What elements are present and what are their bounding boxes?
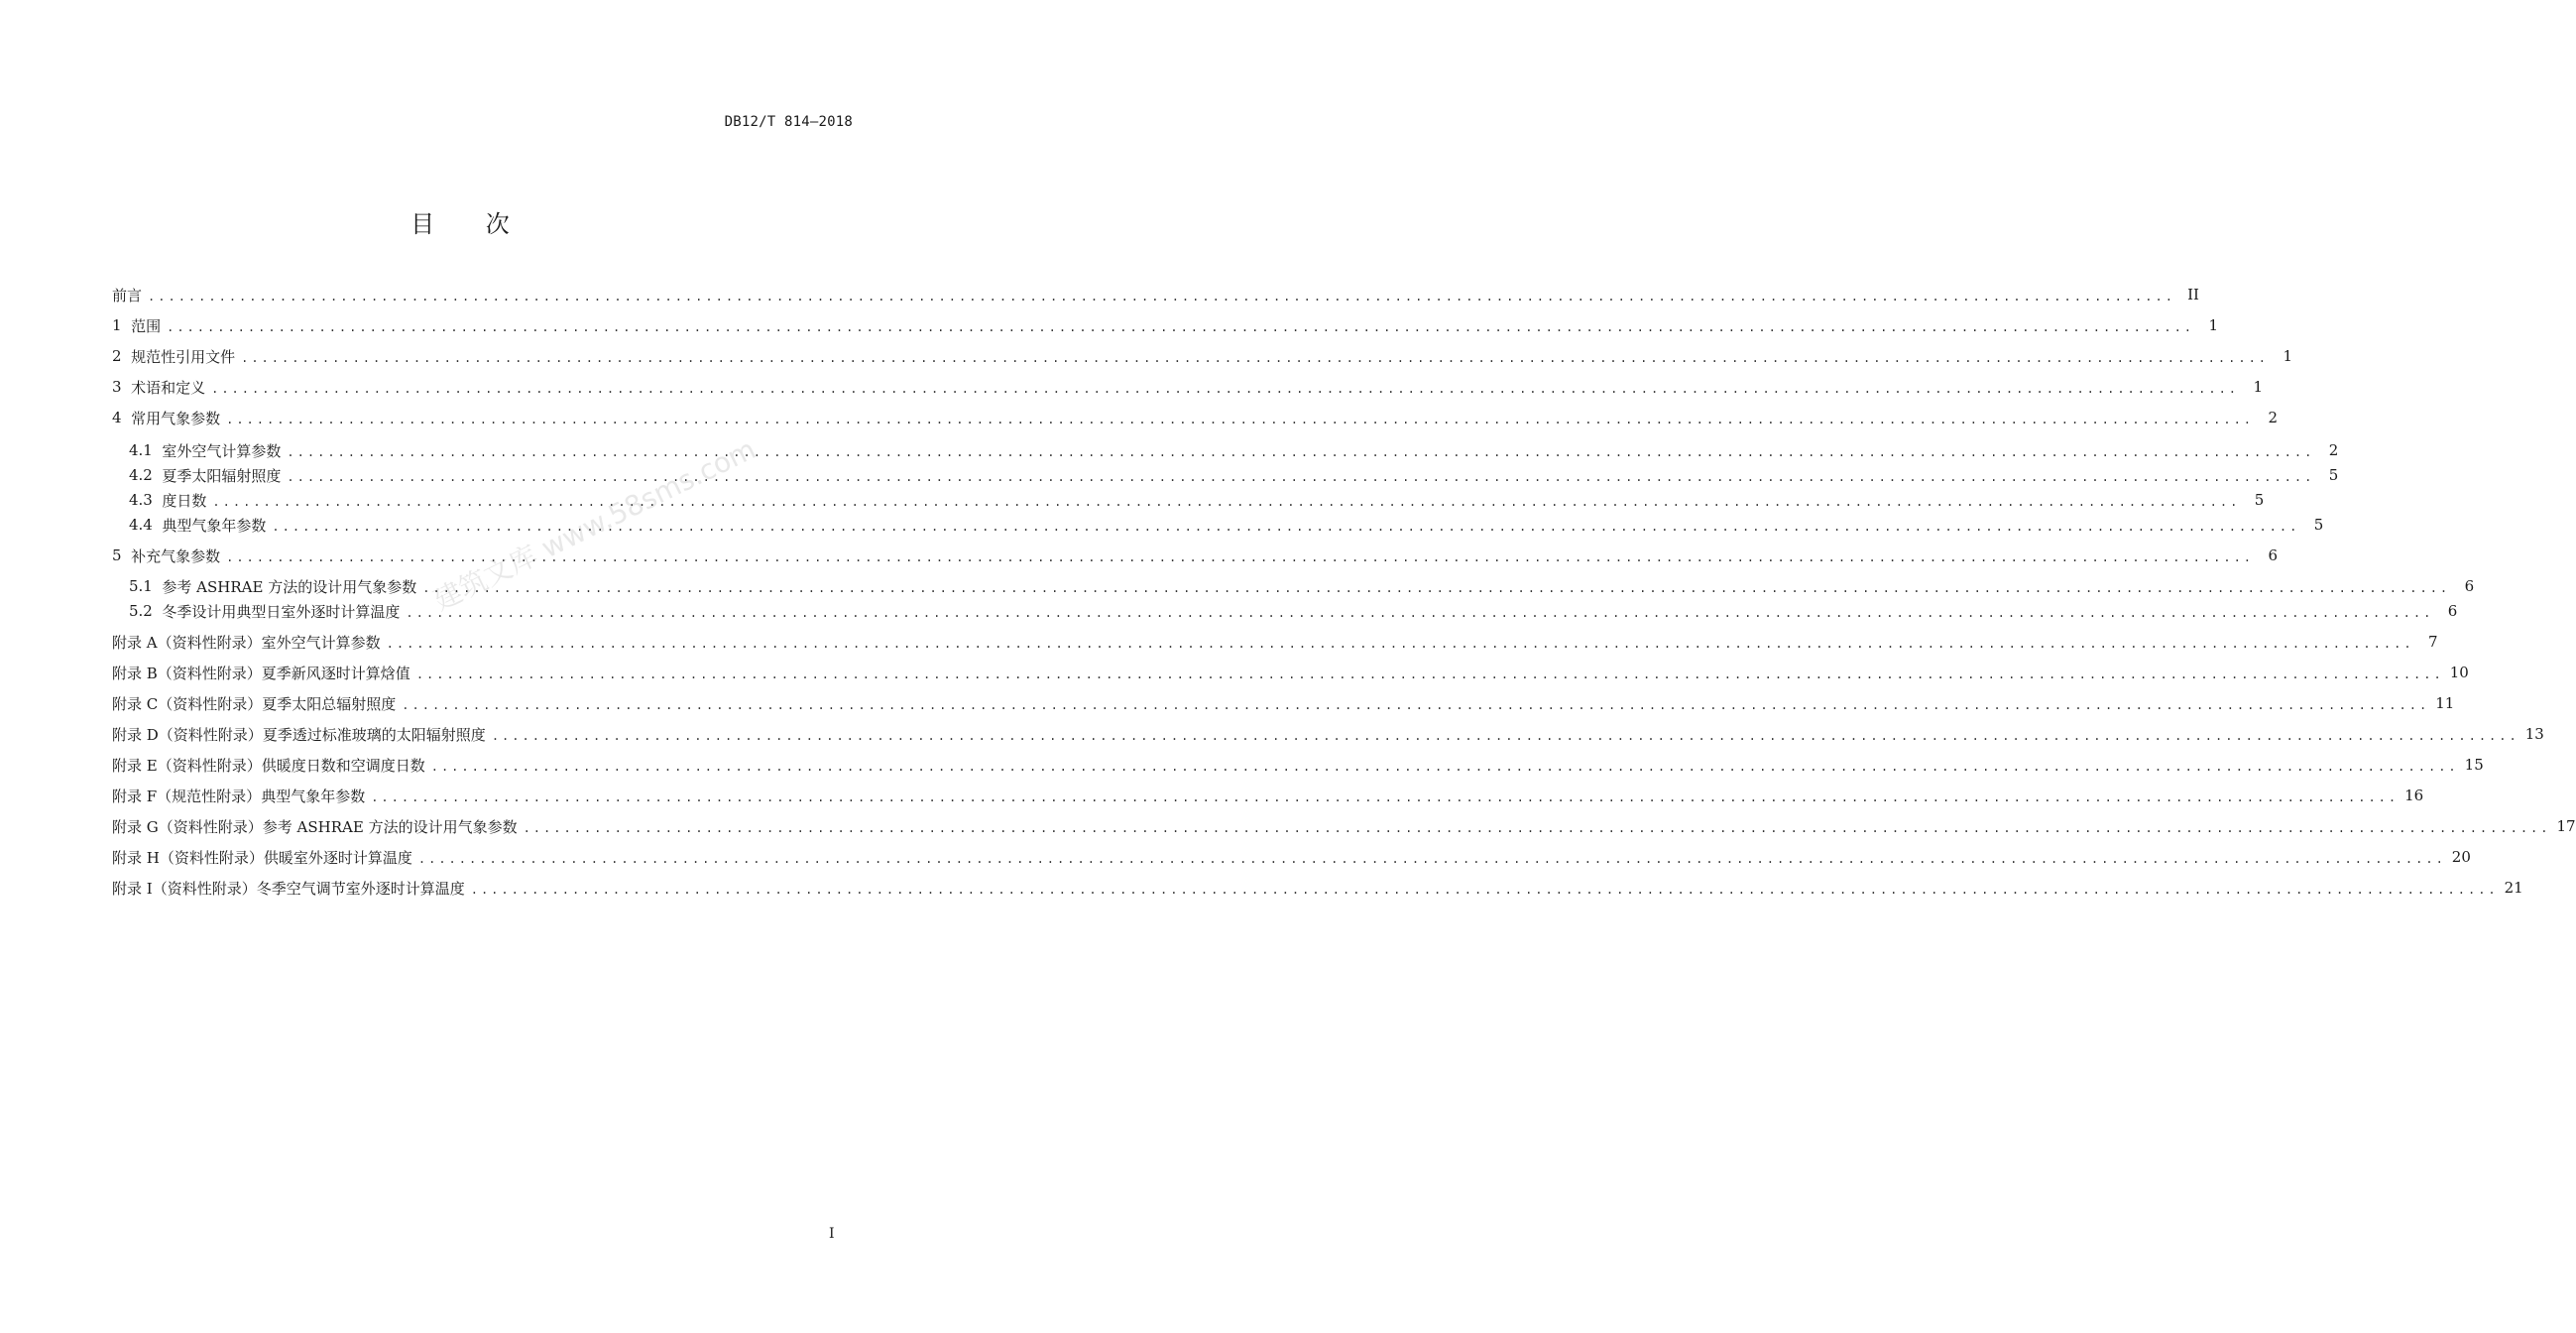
- toc-entry-number: 附录 C（资料性附录）: [112, 694, 263, 713]
- toc-entry-page: 13: [2524, 725, 2544, 743]
- toc-leader-dots: ........................................................................................................................................................................................................: [415, 667, 2444, 681]
- page-title: 目 次: [410, 210, 531, 238]
- toc-entry[interactable]: [112, 813, 2576, 839]
- toc-leader-dots: ........................................................................................................................................................................................................: [422, 581, 2451, 595]
- toc-entry[interactable]: [112, 660, 2469, 685]
- toc-entry-label: 补充气象参数: [131, 546, 221, 565]
- toc-entry-page: 2: [2328, 441, 2339, 459]
- toc-leader-dots: ........................................................................................................................................................................................................: [523, 821, 2551, 835]
- toc-entry[interactable]: [112, 343, 2293, 369]
- toc-entry-number: 4.4: [129, 516, 163, 534]
- toc-entry-page: 17: [2556, 817, 2576, 835]
- toc-entry-label: 供暖室外逐时计算温度: [263, 848, 412, 867]
- toc-entry-page: 16: [2404, 787, 2424, 804]
- toc-entry-number: 附录 G（资料性附录）: [112, 817, 263, 836]
- toc-entry-label: 常用气象参数: [131, 409, 221, 427]
- toc-entry-page: 1: [2208, 316, 2219, 334]
- toc-entry-page: 5: [2328, 466, 2339, 484]
- toc-entry-page: 6: [2447, 602, 2458, 620]
- toc-entry-label: 度日数: [162, 491, 207, 510]
- toc-entry-number: 4: [112, 409, 132, 426]
- toc-entry-label: 参考 ASHRAE 方法的设计用气象参数: [162, 577, 417, 596]
- toc-entry-label: 典型气象年参数: [261, 787, 366, 805]
- toc-entry-page: 1: [2283, 347, 2293, 365]
- toc-entry-number: 附录 E（资料性附录）: [112, 756, 262, 775]
- toc-entry-page: 11: [2435, 694, 2455, 712]
- toc-entry-page: 15: [2464, 756, 2484, 774]
- toc-entry-label: 典型气象年参数: [162, 516, 267, 535]
- toc-leader-dots: ........................................................................................................................................................................................................: [287, 470, 2315, 484]
- toc-leader-dots: ........................................................................................................................................................................................................: [430, 760, 2459, 774]
- toc-entry-label: 冬季空气调节室外逐时计算温度: [256, 879, 465, 898]
- toc-entry[interactable]: [112, 543, 2279, 568]
- toc-entry-label: 术语和定义: [131, 378, 206, 397]
- toc-entry[interactable]: [112, 783, 2424, 808]
- toc-entry-number: 3: [112, 378, 132, 396]
- toc-entry[interactable]: [112, 690, 2455, 716]
- toc-leader-dots: ........................................................................................................................................................................................................: [417, 852, 2446, 866]
- toc-entry-number: 附录 I（资料性附录）: [112, 879, 257, 898]
- toc-leader-dots: ........................................................................................................................................................................................................: [371, 790, 2400, 804]
- toc-leader-dots: ........................................................................................................................................................................................................: [226, 550, 2255, 564]
- toc-entry-label: 室外空气计算参数: [261, 633, 381, 652]
- toc-entry-number: 1: [112, 316, 132, 334]
- toc-entry-page: 6: [2268, 546, 2279, 564]
- toc-entry-label: 前言: [112, 286, 143, 304]
- toc-entry[interactable]: [112, 437, 2339, 463]
- toc-entry[interactable]: [112, 282, 2199, 307]
- toc-entry-number: 附录 H（资料性附录）: [112, 848, 264, 867]
- toc-entry-number: 5.2: [129, 602, 163, 620]
- toc-entry[interactable]: [112, 405, 2279, 430]
- toc-entry-label: 室外空气计算参数: [162, 441, 282, 460]
- toc-entry-number: 2: [112, 347, 132, 365]
- toc-leader-dots: ........................................................................................................................................................................................................: [148, 290, 2175, 303]
- toc-entry-page: 2: [2268, 409, 2279, 426]
- toc-leader-dots: ........................................................................................................................................................................................................: [211, 382, 2240, 396]
- toc-entry-number: 4.2: [129, 466, 163, 484]
- toc-entry-number: 4.3: [129, 491, 163, 509]
- toc-entry[interactable]: [112, 721, 2544, 747]
- toc-leader-dots: ........................................................................................................................................................................................................: [287, 445, 2315, 459]
- toc-entry[interactable]: [112, 374, 2264, 400]
- toc-leader-dots: ........................................................................................................................................................................................................: [212, 495, 2241, 509]
- toc-leader-dots: ........................................................................................................................................................................................................: [470, 883, 2499, 897]
- toc-entry-label: 夏季新风逐时计算焓值: [261, 664, 410, 682]
- toc-entry[interactable]: [112, 312, 2219, 338]
- toc-entry-label: 范围: [131, 316, 162, 335]
- toc-entry-page: 10: [2449, 664, 2469, 681]
- toc-leader-dots: ........................................................................................................................................................................................................: [226, 413, 2255, 426]
- toc-entry-number: 5: [112, 546, 132, 564]
- toc-entry-page: 21: [2504, 879, 2523, 897]
- page-number: I: [829, 1226, 835, 1242]
- toc-entry-page: 1: [2253, 378, 2264, 396]
- toc-entry-page: 20: [2451, 848, 2471, 866]
- toc-entry-number: 5.1: [129, 577, 163, 595]
- toc-entry-label: 规范性引用文件: [131, 347, 236, 366]
- toc-leader-dots: ........................................................................................................................................................................................................: [491, 729, 2519, 743]
- toc-entry[interactable]: [112, 752, 2484, 778]
- toc-entry[interactable]: [112, 875, 2523, 901]
- toc-leader-dots: ........................................................................................................................................................................................................: [386, 637, 2414, 651]
- toc-entry[interactable]: [112, 462, 2339, 488]
- toc-entry-number: 附录 A（资料性附录）: [112, 633, 262, 652]
- toc-entry-label: 供暖度日数和空调度日数: [261, 756, 425, 775]
- toc-entry-page: 6: [2464, 577, 2475, 595]
- toc-entry[interactable]: [112, 844, 2471, 870]
- toc-leader-dots: ........................................................................................................................................................................................................: [167, 320, 2195, 334]
- toc-entry-number: 附录 D（资料性附录）: [112, 725, 263, 744]
- toc-entry-number: 4.1: [129, 441, 163, 459]
- toc-leader-dots: ........................................................................................................................................................................................................: [241, 351, 2270, 365]
- toc-entry-number: 附录 B（资料性附录）: [112, 664, 262, 682]
- toc-leader-dots: ........................................................................................................................................................................................................: [402, 698, 2430, 712]
- toc-entry[interactable]: [112, 598, 2458, 624]
- toc-entry-label: 夏季太阳总辐射照度: [262, 694, 397, 713]
- toc-entry-page: 5: [2313, 516, 2324, 534]
- toc-entry-page: 5: [2254, 491, 2265, 509]
- document-code: DB12/T 814—2018: [724, 114, 853, 130]
- toc-entry-page: 7: [2428, 633, 2438, 651]
- toc-entry[interactable]: [112, 512, 2324, 538]
- toc-entry-label: 冬季设计用典型日室外逐时计算温度: [162, 602, 401, 621]
- toc-entry[interactable]: [112, 573, 2475, 599]
- toc-leader-dots: ........................................................................................................................................................................................................: [272, 520, 2300, 534]
- toc-entry[interactable]: [112, 487, 2265, 513]
- toc-entry-label: 夏季透过标准玻璃的太阳辐射照度: [262, 725, 486, 744]
- toc-entry-label: 参考 ASHRAE 方法的设计用气象参数: [262, 817, 518, 836]
- toc-entry-number: 附录 F（规范性附录）: [112, 787, 262, 805]
- toc-entry[interactable]: [112, 629, 2438, 655]
- watermark: 建筑文库 www.58sms.com: [428, 432, 761, 618]
- toc-entry-label: 夏季太阳辐射照度: [162, 466, 282, 485]
- toc-leader-dots: ........................................................................................................................................................................................................: [406, 606, 2434, 620]
- toc-entry-page: II: [2187, 286, 2199, 303]
